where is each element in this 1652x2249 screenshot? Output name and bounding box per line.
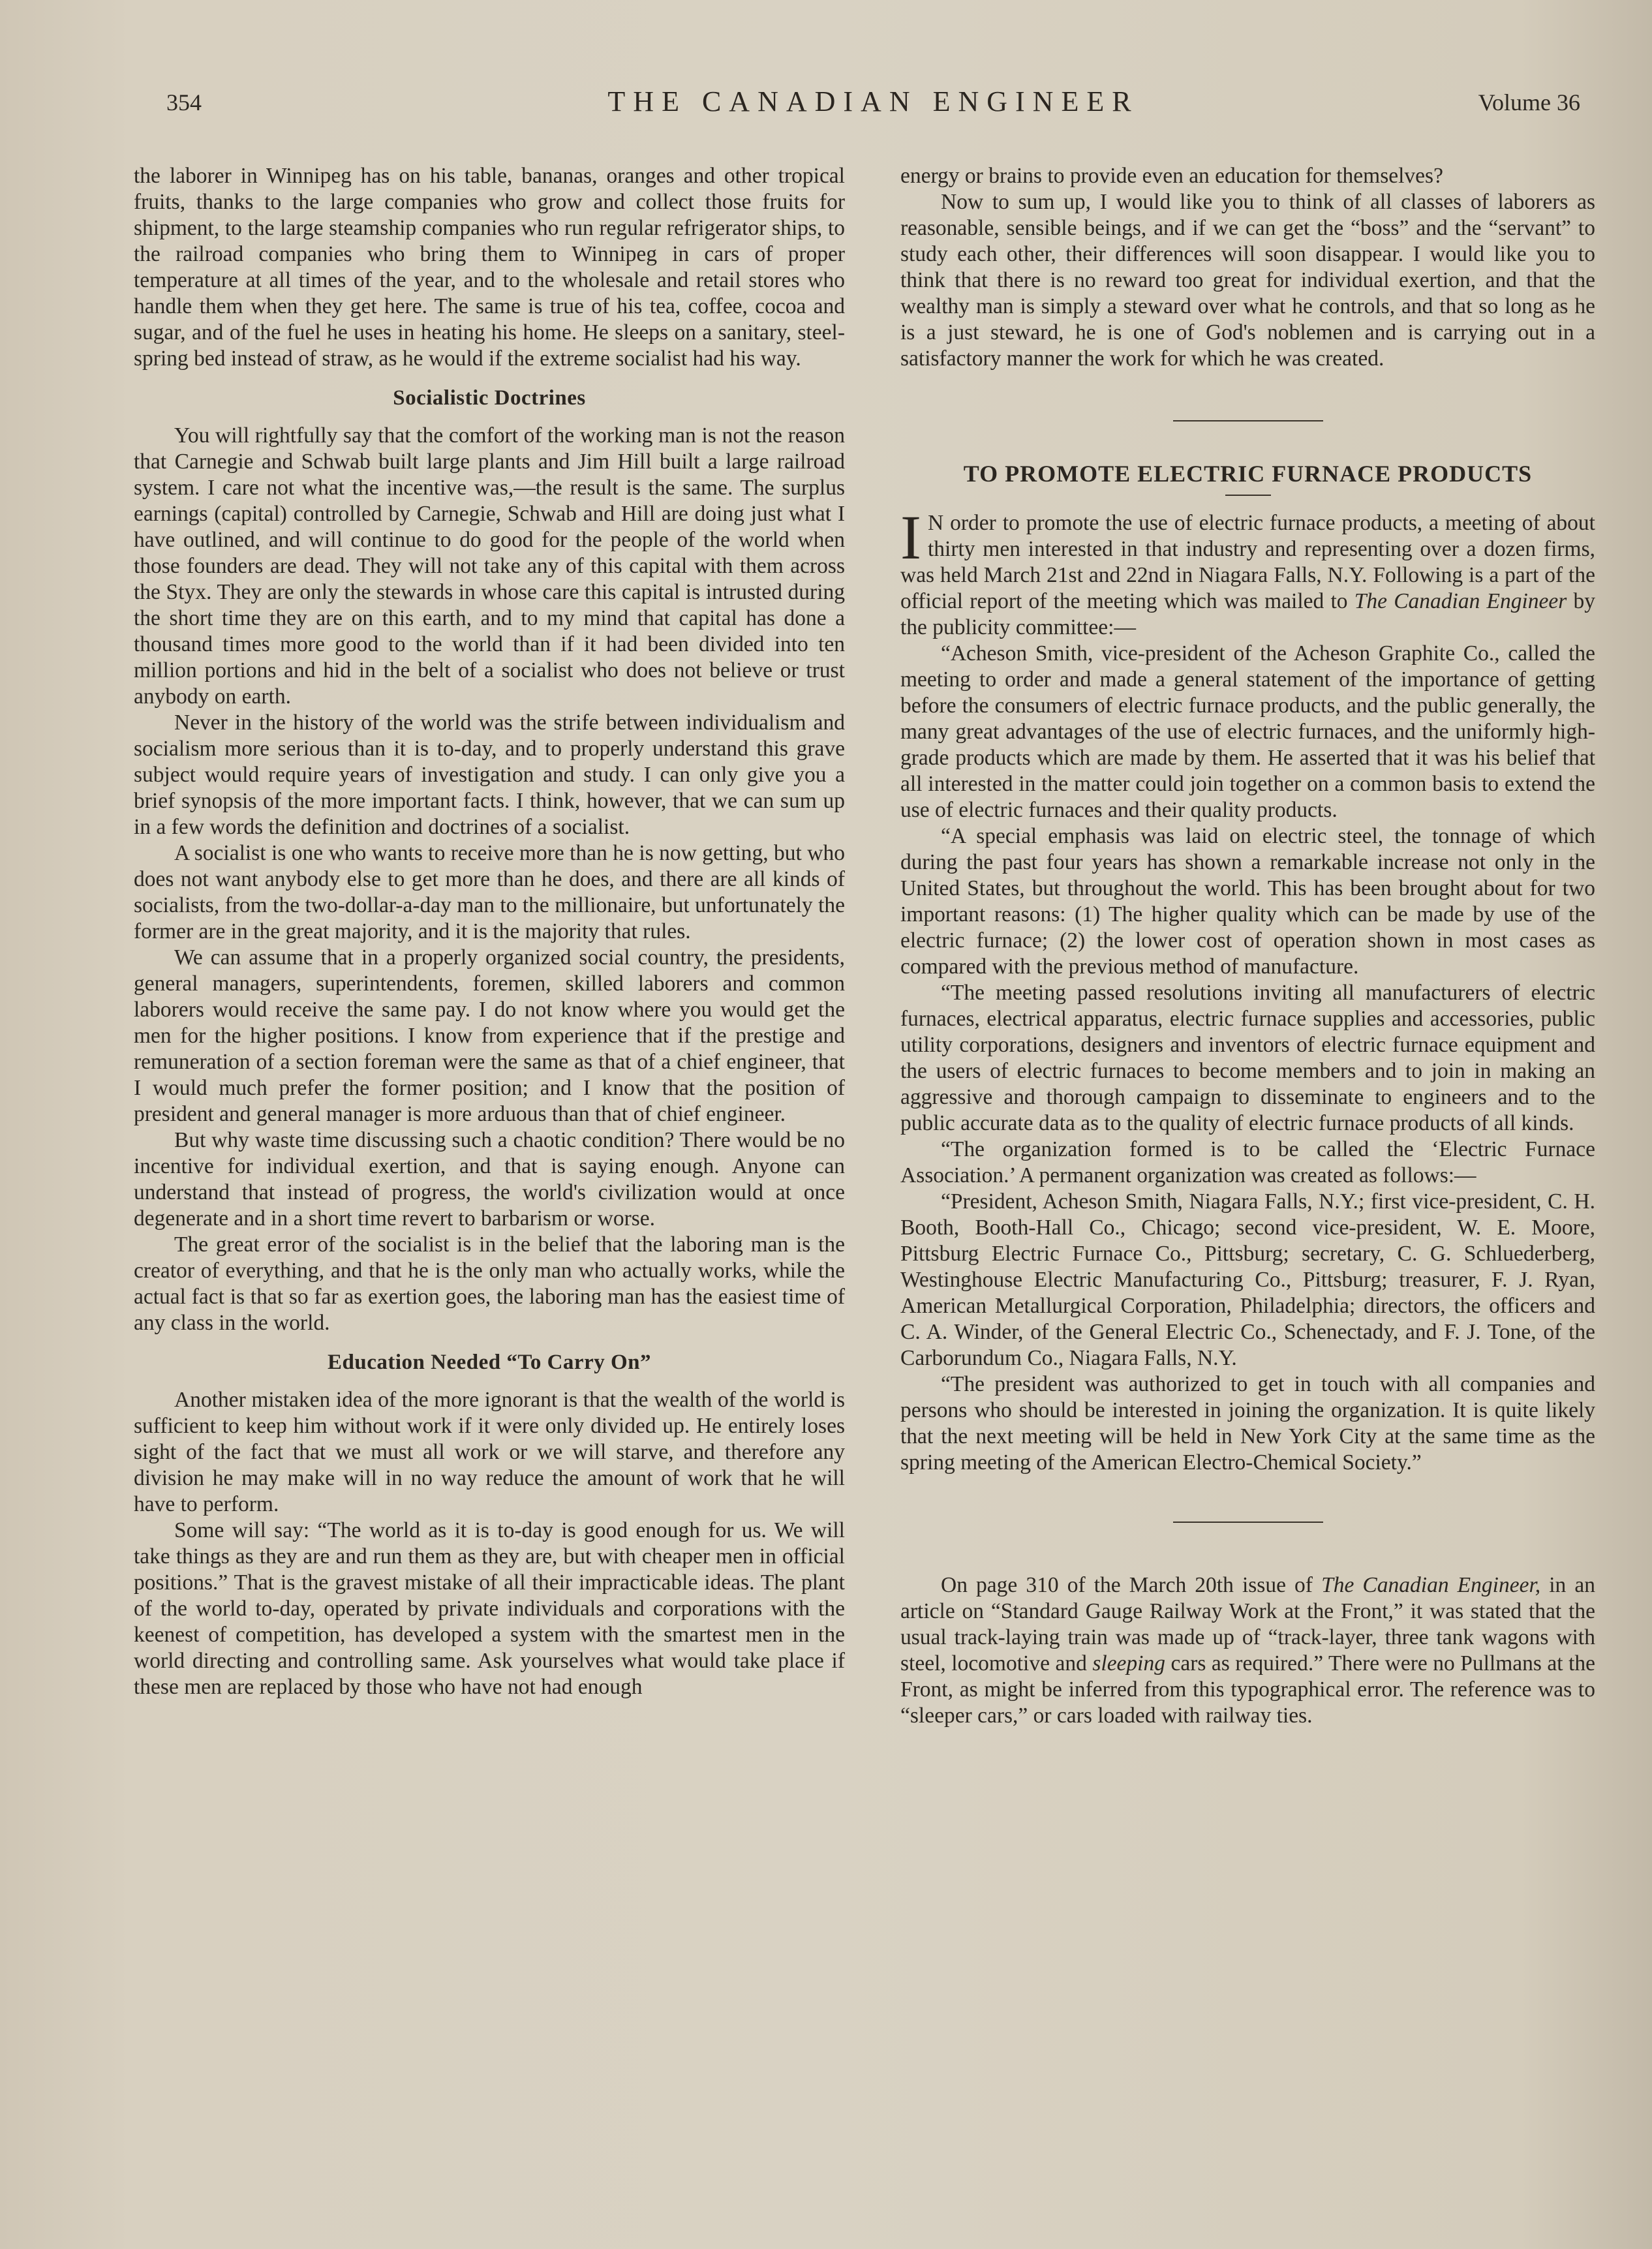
paragraph: the laborer in Winnipeg has on his table, bananas, oranges and other tropical fruits, thanks to the large companies who grow and collect those fruits for shipment, to the large steamship companies who run regular refrigerator ships, to the railroad companies who bring them to Winnipeg in cars of proper temperature at all times of the year, and to the wholesale and retail stores who handle them when they get here. The same is true of his tea, coffee, cocoa and sugar, and of the fuel he uses in heating his home. He sleeps on a sanitary, steel-spring bed instead of straw, as he would if the extreme socialist had his way. xyxy=(134,164,845,371)
italic-word: sleeping xyxy=(1092,1651,1165,1675)
note-text: cars as required.” There were no Pullmans at the Front, as might be inferred from this typographical error. The reference was to “sleeper cars,” or cars loaded with railway ties. xyxy=(900,1651,1596,1728)
paragraph: “The organization formed is to be called the ‘Electric Furnace Association.’ A permanent organization was created as follows:— xyxy=(900,1137,1595,1187)
paragraph: But why waste time discussing such a chaotic condition? There would be no incentive for individual exertion, and that is saying enough. Anyone can understand that instead of progress, the world's civilization would at once degenerate and in a short time revert to barbarism or worse. xyxy=(134,1128,845,1231)
section-heading: Education Needed “To Carry On” xyxy=(328,1351,651,1374)
drop-cap: I xyxy=(900,502,921,572)
paragraph: Some will say: “The world as it is to-day is good enough for us. We will take things as they are and run them as they are, but with cheaper men in official positions.” That is the gravest mistake of all their impracticable ideas. The plant of the world to-day, operated by private individuals and corporations with the keenest of competition, has developed a system with the smartest men in the world directing and controlling same. Ask yourselves what would take place if these men are replaced by those who have not had enough xyxy=(134,1518,845,1699)
lead-text: N order to promote the use of electric furnace products, a meeting of about thirty men interested in that industry and representing over a dozen firms, was held March 21st and 22nd in Niagara Falls, N.Y. Following is a part of the official report of the meeting which was mailed to xyxy=(900,511,1595,613)
publication-name: The Canadian Engineer, xyxy=(1321,1573,1541,1597)
section-divider xyxy=(1173,420,1323,421)
paragraph: Never in the history of the world was the strife between individualism and socialism more serious than it is to-day, and to properly understand this grave subject would require years of investigation and study. I can only give you a brief synopsis of the more important facts. I think, however, that we can sum up in a few words the definition and doctrines of a socialist. xyxy=(134,711,845,839)
section-heading: Socialistic Doctrines xyxy=(393,386,586,410)
paragraph: The great error of the socialist is in the belief that the laboring man is the creator of everything, and that he is the only man who actually works, while the actual fact is that so far as exertion goes, the laboring man has the easiest time of any class in the world. xyxy=(134,1232,845,1335)
title-divider xyxy=(1225,495,1271,496)
paragraph: Now to sum up, I would like you to think of all classes of laborers as reasonable, sensible beings, and if we can get the “boss” and the “servant” to study each other, their differences will soon disappear. I would like you to think that there is no reward too great for individual exertion, and that the wealthy man is simply a steward over what he controls, and that so long as he is a just steward, he is one of God's noblemen and is carrying out in a satisfactory manner the work for which he was created. xyxy=(900,190,1595,371)
page-number: 354 xyxy=(166,89,202,115)
left-column xyxy=(134,163,845,1700)
paragraph: “The president was authorized to get in touch with all companies and persons who should be interested in joining the organization. It is quite likely that the next meeting will be held in New York City at the same time as the spring meeting of the American Electro-Chemical Society.” xyxy=(900,1372,1595,1475)
paragraph: You will rightfully say that the comfort of the working man is not the reason that Carnegie and Schwab built large plants and Jim Hill built a large railroad system. I care not what the incentive was,—the result is the same. The surplus earnings (capital) controlled by Carnegie, Schwab and Hill are doing just what I have outlined, and will continue to do good for the people of the world when those founders are dead. They will not take any of this capital with them across the Styx. They are only the stewards in whose care this capital is intrusted during the short time they are on this earth, and to my mind that capital has done a thousand times more good to the world than if it had been divided into ten million portions and hid in the belt of a socialist who does not believe or trust anybody on earth. xyxy=(134,423,845,709)
article-title: TO PROMOTE ELECTRIC FURNACE PRODUCTS xyxy=(963,461,1533,487)
paragraph: We can assume that in a properly organized social country, the presidents, general managers, superintendents, foremen, skilled laborers and common laborers would receive the same pay. I do not know where you would get the men for the higher positions. I know from experience that if the prestige and remuneration of a section foreman were the same as that of a chief engineer, that I would much prefer the former position; and I know that the position of president and general manager is more arduous than that of chief engineer. xyxy=(134,945,845,1126)
volume-label: Volume 36 xyxy=(1478,89,1580,115)
paragraph: “A special emphasis was laid on electric steel, the tonnage of which during the past four years has shown a remarkable increase not only in the United States, but throughout the world. This has been brought about for two important reasons: (1) The higher quality which can be made by use of the electric furnace; (2) the lower cost of operation shown in most cases as compared with the previous method of manufacture. xyxy=(900,824,1595,979)
paragraph: Another mistaken idea of the more ignorant is that the wealth of the world is sufficient to keep him without work if it were only divided up. He entirely loses sight of the fact that we must all work or we will starve, and therefore any division he may make will in no way reduce the amount of work that he will have to perform. xyxy=(134,1388,845,1516)
paragraph: “President, Acheson Smith, Niagara Falls, N.Y.; first vice-president, C. H. Booth, Booth-Hall Co., Chicago; second vice-president, W. E. Moore, Pittsburg Electric Furnace Co., Pittsburg; secretary, C. G. Schluederberg, Westinghouse Electric Manufacturing Co., Pittsburg; treasurer, F. J. Ryan, American Metallurgical Corporation, Philadelphia; directors, the officers and C. A. Winder, of the General Electric Co., Schenectady, and F. J. Tone, of the Carborundum Co., Niagara Falls, N.Y. xyxy=(900,1189,1595,1370)
lead-text-end: by the publicity committee:— xyxy=(900,589,1596,639)
right-column xyxy=(900,163,1595,1729)
note-text: in an article on “Standard Gauge Railway Work at the Front,” it was stated that the usual track-laying train was made up of “track-layer, three tank wagons with steel, locomotive and xyxy=(900,1573,1596,1675)
paragraph: A socialist is one who wants to receive more than he is now getting, but who does not want anybody else to get more than he does, and there are all kinds of socialists, from the two-dollar-a-day man to the millionaire, but unfortunately the former are in the great majority, and it is the majority that rules. xyxy=(134,841,845,943)
paragraph: energy or brains to provide even an education for themselves? xyxy=(900,164,1443,188)
section-divider xyxy=(1173,1522,1323,1523)
article-lead-paragraph xyxy=(900,502,1596,641)
correction-note xyxy=(900,1572,1595,1729)
paragraph: “Acheson Smith, vice-president of the Acheson Graphite Co., called the meeting to order and made a general statement of the importance of getting before the consumers of electric furnace products, and the public generally, the many great advantages of the use of electric furnaces, and the uniformly high-grade products which are made by them. He asserted that it was his belief that all interested in the matter could join together on a common basis to extend the use of electric furnaces and their quality products. xyxy=(900,641,1595,822)
publication-name: The Canadian Engineer xyxy=(1354,589,1567,613)
journal-title: THE CANADIAN ENGINEER xyxy=(607,85,1139,117)
paragraph: “The meeting passed resolutions inviting all manufacturers of electric furnaces, electrical apparatus, electric furnace supplies and accessories, public utility corporations, designers and inventors of electric furnace equipment and the users of electric furnaces to become members and to join in making an aggressive and thorough campaign to disseminate to engineers and to the public accurate data as to the quality of electric furnace products of all kinds. xyxy=(900,981,1595,1135)
note-text: On page 310 of the March 20th issue of xyxy=(941,1573,1313,1597)
running-header xyxy=(166,85,1580,124)
